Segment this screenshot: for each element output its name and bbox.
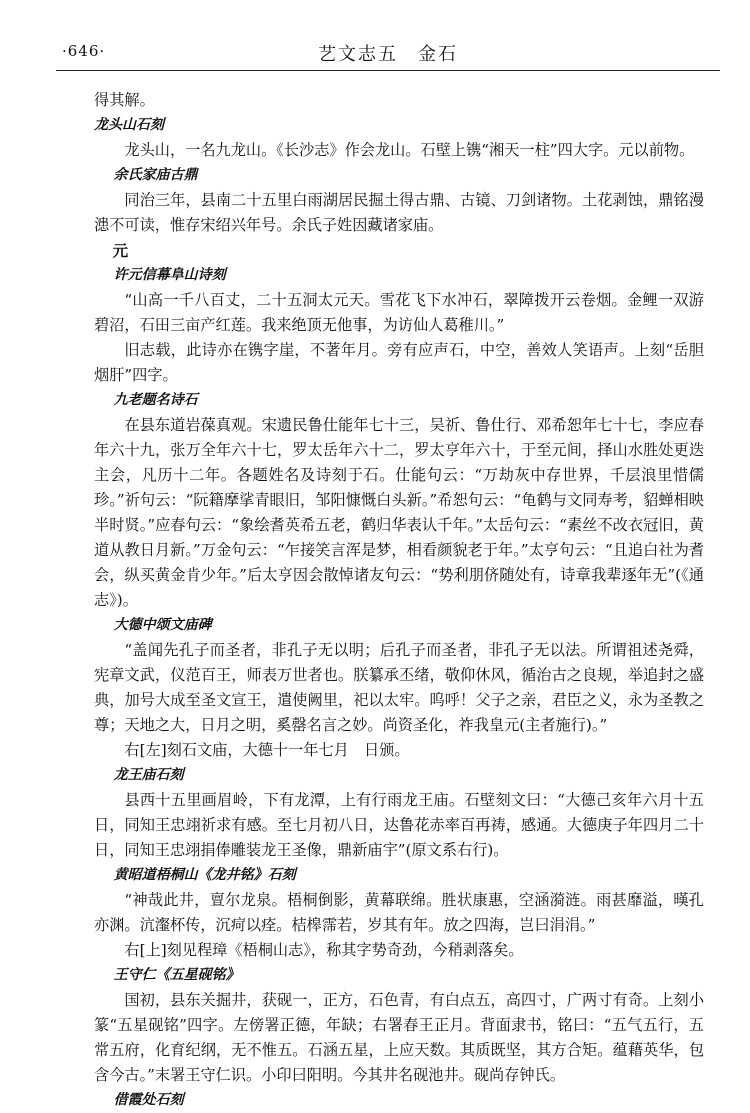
- paragraph: 得其解。: [94, 91, 155, 109]
- running-title: 艺文志五 金石: [318, 44, 458, 65]
- paragraph: 国初，县东关掘井，获砚一，正方，石色青，有白点五，高四寸，广两寸有奇。上刻小篆“五星砚铭”四字。左傍署正德，年缺；右署春王正月。背面隶书，铭曰：“五气五行，五常五府，化育纪纲，无不惟五。石涵五星，上应天数。其质既坚，其方合矩。蕴藉英华，包含今古。”末署王守仁识。小印曰阳明。今其井名砚池井。砚尚存钟氏。: [94, 991, 704, 1084]
- entry-title: 余氏家庙古鼎: [113, 167, 198, 183]
- paragraph: “盖闻先孔子而圣者，非孔子无以明；后孔子而圣者，非孔子无以法。所谓祖述尧舜，宪章文武，仪范百王，师表万世者也。朕纂承丕绪，敬仰休风，循治古之良规，举追封之盛典，加号大成至圣文宣王，遣使阙里，祀以太牢。呜呼！父子之亲，君臣之义，永为圣教之尊；天地之大，日月之明，奚罄名言之妙。尚资圣化，祚我皇元(主者施行)。”: [94, 641, 704, 734]
- paragraph: 右[上]刻见程璋《梧桐山志》，称其字势奇劲，今稍剥落矣。: [124, 941, 524, 959]
- entry-title: 黄昭道梧桐山《龙井铭》石刻: [113, 867, 296, 883]
- entry-title: 九老题名诗石: [113, 392, 198, 408]
- body-text: [94, 88, 704, 1113]
- paragraph: “山高一千八百丈，二十五洞太元天。雪花飞下水冲石，翠障拨开云卷烟。金鲤一双游碧沼，石田三亩产红莲。我来绝顶无他事，为访仙人葛稚川。”: [94, 291, 704, 334]
- paragraph: 在县东道岩葆真观。宋遗民鲁仕能年七十三，吴祈、鲁仕行、邓希恕年七十七，李应春年六十九，张万全年六十七，罗太岳年六十二，罗太亨年六十，于至元间，择山水胜处更迭主会，凡历十二年。各题姓名及诗刻于石。仕能句云：“万劫灰中存世界，千层浪里惜儒珍。”祈句云：“阮籍摩挲青眼旧，邹阳慷慨白头新。”希恕句云：“龟鹤与文同寿考，貂蝉相映半时贤。”应春句云：“象绘耆英希五老，鹤归华表认千年。”太岳句云：“素丝不改衣冠旧，黄道从教日月新。”万金句云：“乍接笑言浑是梦，相看颜貌老于年。”太亨句云：“且追白社为耆会，纵买黄金肯少年。”后太亨因会散悼诸友句云：“势利朋侪随处有，诗章我辈逐年无”(《通志》)。: [94, 416, 704, 609]
- page-header: [56, 38, 720, 68]
- entry-title: 大德中颂文庙碑: [113, 617, 212, 633]
- paragraph: 右[左]刻石文庙，大德十一年七月 日颁。: [124, 741, 410, 759]
- entry-title: 龙王庙石刻: [113, 767, 184, 783]
- paragraph: 旧志载，此诗亦在镌字崖，不著年月。旁有应声石，中空，善效人笑语声。上刻“岳胆烟肝”四字。: [94, 341, 704, 384]
- page-number: ·646·: [62, 42, 106, 60]
- paragraph: 龙头山，一名九龙山。《长沙志》作会龙山。石壁上镌“湘天一柱”四大字。元以前物。: [124, 141, 695, 159]
- entry-title: 王守仁《五星砚铭》: [113, 967, 240, 983]
- paragraph: 县西十五里画眉岭，下有龙潭，上有行雨龙王庙。石壁刻文曰：“大德己亥年六月十五日，同知王忠翊祈求有感。至七月初八日，达鲁花赤率百再祷，感通。大德庚子年四月二十日，同知王忠翊捐俸雕装龙王圣像，鼎新庙宇”(原文系右行)。: [94, 791, 704, 859]
- entry-title: 借霞处石刻: [113, 1092, 184, 1108]
- section-heading: 元: [112, 241, 129, 260]
- entry-title: 龙头山石刻: [94, 117, 164, 133]
- entry-title: 许元信幕阜山诗刻: [113, 267, 226, 283]
- paragraph: “神哉此井，亶尔龙泉。梧桐倒影，黄幕联绵。胜状康惠，空涵漪涟。雨甚靡溢，暵孔亦渊。沆瀣杯传，沉疴以痊。桔槔霈若，岁其有年。放之四海，岂曰涓涓。”: [94, 891, 704, 934]
- header-rule: [56, 70, 720, 71]
- paragraph: 同治三年，县南二十五里白雨湖居民掘土得古鼎、古镜、刀剑诸物。土花剥蚀，鼎铭漫漶不可读，惟存宋绍兴年号。余氏子姓因藏诸家庙。: [94, 191, 704, 234]
